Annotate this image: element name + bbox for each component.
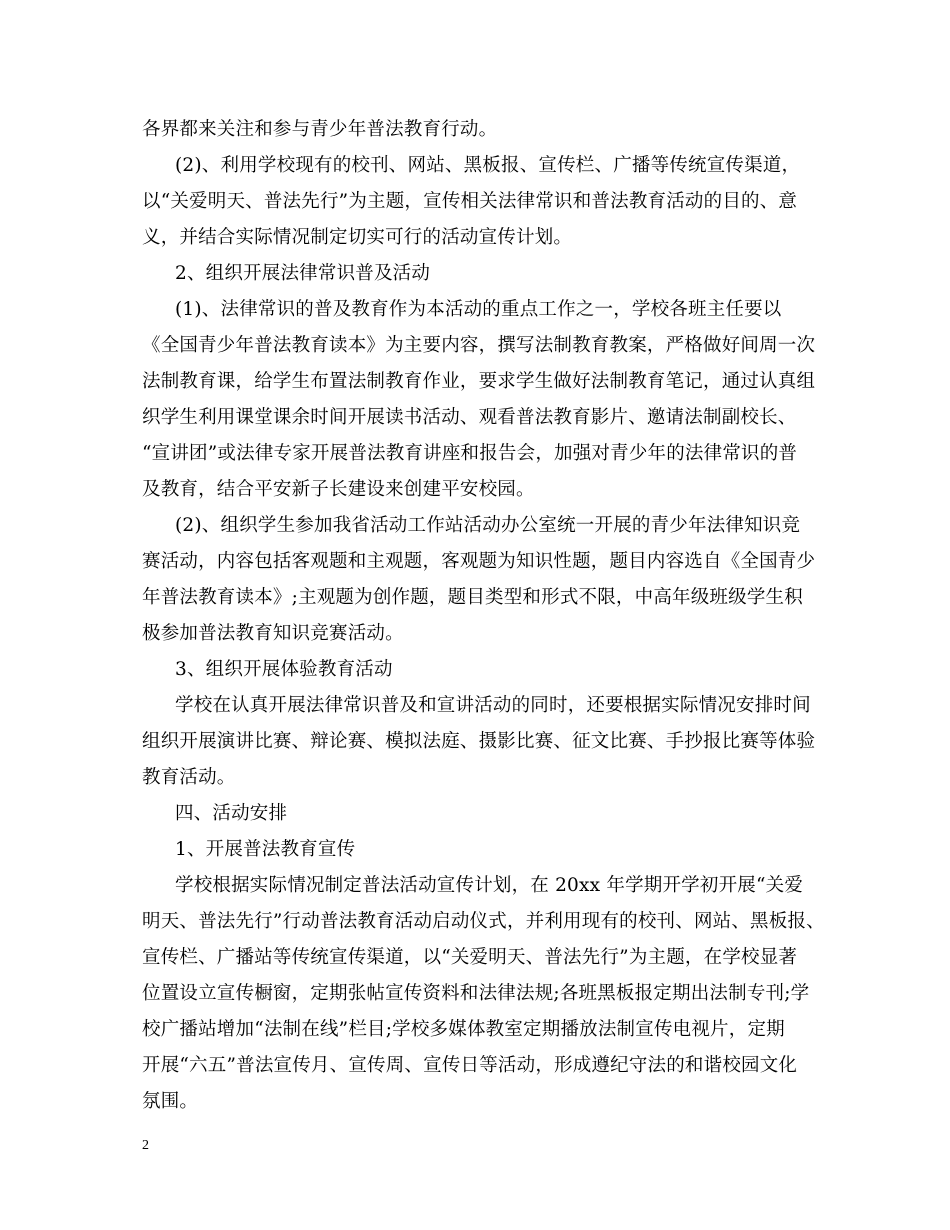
body-text-line: 《全国青少年普法教育读本》为主要内容，撰写法制教育教案，严格做好间周一次 (142, 335, 816, 356)
body-text-line: 学校在认真开展法律常识普及和宣讲活动的同时，还要根据实际情况安排时间 (175, 695, 811, 716)
body-text-line: 极参加普法教育知识竞赛活动。 (142, 623, 404, 644)
body-text-line: 明天、普法先行”行动普法教育活动启动仪式，并利用现有的校刊、网站、黑板报、 (142, 911, 825, 932)
body-text-line: 校广播站增加“法制在线”栏目;学校多媒体教室定期播放法制宣传电视片，定期 (142, 1019, 785, 1040)
section-heading: 四、活动安排 (175, 803, 288, 824)
body-text-line: (2)、组织学生参加我省活动工作站活动办公室统一开展的青少年法律知识竞 (175, 515, 801, 536)
body-text-line: 位置设立宣传橱窗，定期张帖宣传资料和法律法规;各班黑板报定期出法制专刊;学 (142, 983, 810, 1004)
section-heading: 3、组织开展体验教育活动 (175, 659, 393, 680)
body-text-line: 法制教育课，给学生布置法制教育作业，要求学生做好法制教育笔记，通过认真组 (142, 371, 816, 392)
body-text-line: 各界都来关注和参与青少年普法教育行动。 (142, 119, 498, 140)
body-text-line: (2)、利用学校现有的校刊、网站、黑板报、宣传栏、广播等传统宣传渠道， (175, 155, 801, 176)
body-text-line: 开展“六五”普法宣传月、宣传周、宣传日等活动，形成遵纪守法的和谐校园文化 (142, 1055, 798, 1076)
body-text-line: 宣传栏、广播站等传统宣传渠道，以“关爱明天、普法先行”为主题，在学校显著 (142, 947, 798, 968)
page-number: 2 (142, 1138, 149, 1153)
body-text-line: 组织开展演讲比赛、辩论赛、模拟法庭、摄影比赛、征文比赛、手抄报比赛等体验 (142, 731, 816, 752)
body-text-line: 义，并结合实际情况制定切实可行的活动宣传计划。 (142, 227, 573, 248)
body-text-line: 以“关爱明天、普法先行”为主题，宣传相关法律常识和普法教育活动的目的、意 (142, 191, 798, 212)
body-text-line: 学校根据实际情况制定普法活动宣传计划，在 20xx 年学期开学初开展“关爱 (175, 875, 804, 896)
body-text-line: 氛围。 (142, 1091, 199, 1112)
body-text-line: 教育活动。 (142, 767, 236, 788)
body-text-line: 织学生利用课堂课余时间开展读书活动、观看普法教育影片、邀请法制副校长、 (142, 407, 797, 428)
body-text-line: 及教育，结合平安新子长建设来创建平安校园。 (142, 479, 535, 500)
section-heading: 2、组织开展法律常识普及活动 (175, 263, 431, 284)
body-text-line: 赛活动，内容包括客观题和主观题，客观题为知识性题，题目内容选自《全国青少 (142, 551, 816, 572)
body-text-line: “宣讲团”或法律专家开展普法教育讲座和报告会，加强对青少年的法律常识的普 (142, 443, 798, 464)
section-heading: 1、开展普法教育宣传 (175, 839, 356, 860)
body-text-line: (1)、法律常识的普及教育作为本活动的重点工作之一，学校各班主任要以 (175, 299, 782, 320)
body-text-line: 年普法教育读本》;主观题为创作题，题目类型和形式不限，中高年级班级学生积 (142, 587, 803, 608)
